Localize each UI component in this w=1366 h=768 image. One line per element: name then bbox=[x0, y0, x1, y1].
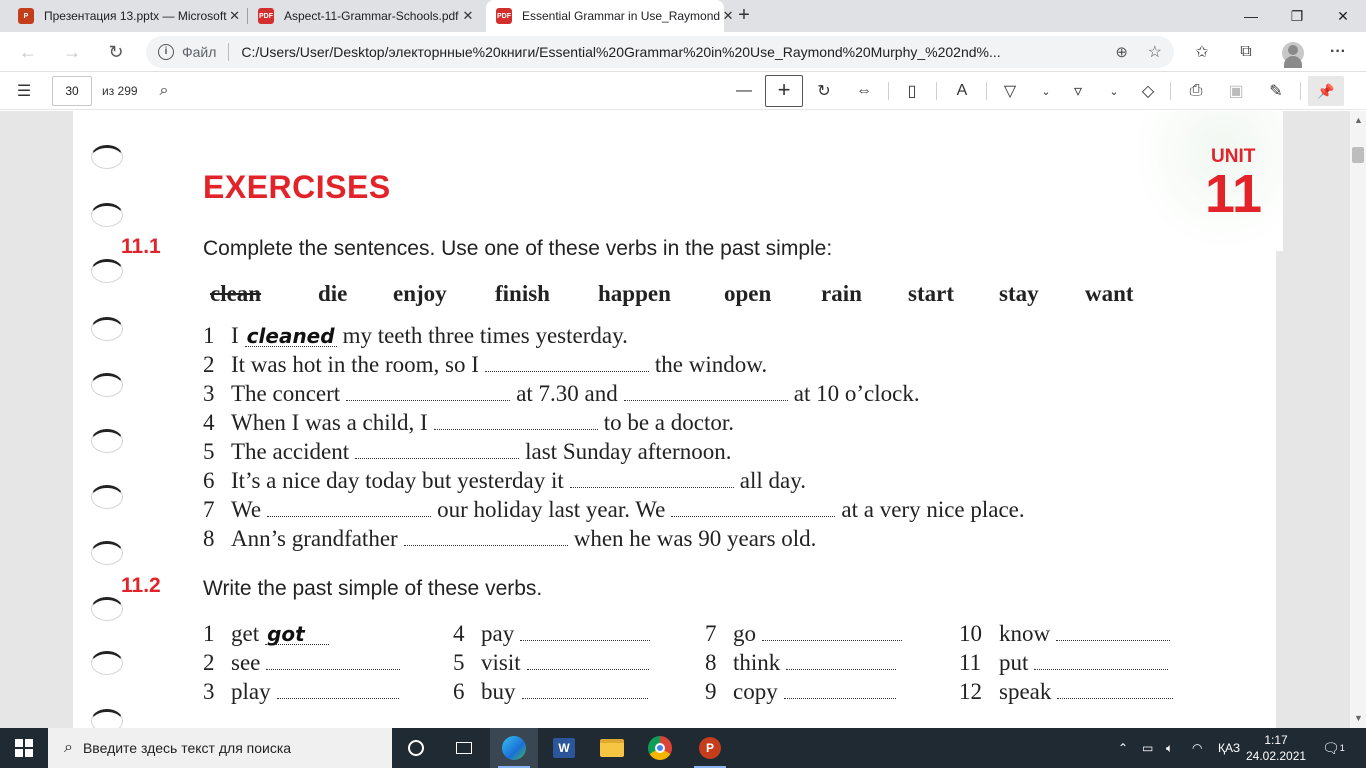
print-icon[interactable]: ⎙ bbox=[1189, 82, 1203, 99]
powerpoint-icon: P bbox=[18, 8, 34, 24]
exercise-number: 11.1 bbox=[121, 235, 161, 258]
toolbar-divider bbox=[986, 82, 987, 100]
sentence bbox=[203, 468, 806, 494]
item-verb: buy bbox=[481, 679, 516, 704]
restore-button[interactable]: ❐ bbox=[1290, 7, 1304, 24]
close-window-button[interactable]: ✕ bbox=[1337, 7, 1349, 24]
draw-icon[interactable]: ▿ bbox=[1073, 83, 1083, 100]
sentence-text: the window. bbox=[654, 352, 768, 377]
back-button[interactable]: ← bbox=[19, 41, 37, 62]
sentence-text: our holiday last year. We bbox=[437, 497, 666, 522]
binder-ring bbox=[91, 373, 123, 397]
read-aloud-icon[interactable]: A bbox=[956, 82, 968, 99]
file-explorer-icon[interactable] bbox=[588, 728, 636, 768]
sentence-number: 7 bbox=[203, 497, 215, 522]
item-number: 3 bbox=[203, 679, 215, 704]
verb-option: happen bbox=[598, 281, 671, 306]
sentence-number: 3 bbox=[203, 381, 215, 406]
sentence-text: We bbox=[231, 497, 262, 522]
scrollbar-thumb[interactable] bbox=[1352, 147, 1364, 163]
verb-item bbox=[705, 679, 902, 705]
item-verb: visit bbox=[481, 650, 521, 675]
sentence-number: 4 bbox=[203, 410, 215, 435]
tab-title: Essential Grammar in Use_Raymond bbox=[522, 9, 721, 23]
divider bbox=[228, 43, 229, 61]
item-number: 4 bbox=[453, 621, 465, 646]
item-number: 8 bbox=[705, 650, 717, 675]
sentence-text: The concert bbox=[231, 381, 341, 406]
binder-ring bbox=[91, 597, 123, 621]
binder-ring bbox=[91, 541, 123, 565]
answer-blank bbox=[522, 685, 648, 699]
verb-item bbox=[705, 650, 902, 676]
binder-ring bbox=[91, 259, 123, 283]
search-placeholder: Введите здесь текст для поиска bbox=[82, 740, 292, 756]
favorites-icon[interactable]: ✩ bbox=[1195, 44, 1209, 61]
more-menu-icon[interactable]: ··· bbox=[1330, 43, 1346, 60]
sentence-number: 2 bbox=[203, 352, 215, 377]
verb-item bbox=[453, 679, 654, 705]
sentence-text: at 7.30 and bbox=[516, 381, 618, 406]
rotate-icon[interactable]: ↻ bbox=[817, 83, 831, 100]
handwritten-answer: got bbox=[265, 624, 329, 645]
item-number: 11 bbox=[959, 650, 982, 675]
forward-button[interactable]: → bbox=[63, 41, 81, 62]
word-icon[interactable]: W bbox=[540, 728, 588, 768]
eraser-icon[interactable]: ◇ bbox=[1141, 83, 1155, 100]
answer-blank bbox=[1056, 627, 1170, 641]
item-number: 2 bbox=[203, 650, 215, 675]
pdf-page bbox=[73, 111, 1276, 728]
verb-item bbox=[959, 679, 1179, 705]
sentence-text: at 10 o’clock. bbox=[793, 381, 920, 406]
zoom-out-icon[interactable]: — bbox=[736, 82, 752, 99]
sentence-number: 6 bbox=[203, 468, 215, 493]
answer-blank bbox=[784, 685, 896, 699]
answer-blank bbox=[786, 656, 896, 670]
sentence bbox=[203, 410, 734, 436]
answer-blank bbox=[404, 532, 568, 546]
answer-blank bbox=[1057, 685, 1173, 699]
answer-blank bbox=[671, 503, 835, 517]
verb-item bbox=[203, 621, 335, 647]
sentence-number: 8 bbox=[203, 526, 215, 551]
show-hidden-icons[interactable]: ⌃ bbox=[1118, 741, 1129, 755]
item-verb: get bbox=[231, 621, 260, 646]
item-verb: know bbox=[999, 621, 1051, 646]
item-verb: speak bbox=[999, 679, 1052, 704]
pin-toolbar-icon[interactable]: 📌 bbox=[1308, 76, 1344, 106]
verb-option: die bbox=[318, 281, 348, 306]
pdf-viewport[interactable] bbox=[0, 111, 1366, 728]
tab-essential-grammar[interactable] bbox=[486, 0, 734, 32]
page-total: из 299 bbox=[102, 84, 138, 98]
exercise-instruction: Complete the sentences. Use one of these verbs in the past simple: bbox=[203, 237, 833, 260]
pdf-icon: PDF bbox=[258, 8, 274, 24]
page-view-icon[interactable]: ▯ bbox=[907, 83, 917, 100]
sentence-text: my teeth three times yesterday. bbox=[342, 323, 628, 348]
taskbar-search[interactable] bbox=[48, 728, 392, 768]
clock-time: 1:17 bbox=[1264, 733, 1288, 747]
exercise-instruction: Write the past simple of these verbs. bbox=[203, 577, 543, 600]
sentence-text: last Sunday afternoon. bbox=[525, 439, 732, 464]
sentence-number: 5 bbox=[203, 439, 215, 464]
item-verb: copy bbox=[733, 679, 778, 704]
sentence bbox=[203, 439, 731, 465]
sentence bbox=[203, 323, 628, 349]
pdf-toolbar bbox=[0, 72, 1366, 110]
toolbar-divider bbox=[1300, 82, 1301, 100]
toolbar-divider bbox=[888, 82, 889, 100]
binder-ring bbox=[91, 145, 123, 169]
sentence-text: The accident bbox=[231, 439, 350, 464]
sentence-text: when he was 90 years old. bbox=[573, 526, 817, 551]
verb-option: finish bbox=[495, 281, 550, 306]
file-label: Файл bbox=[182, 44, 217, 60]
sentence bbox=[203, 381, 920, 407]
scroll-up-icon[interactable]: ▲ bbox=[1354, 115, 1363, 125]
task-view-icon[interactable] bbox=[440, 728, 488, 768]
item-verb: pay bbox=[481, 621, 515, 646]
answer-blank bbox=[267, 503, 431, 517]
item-number: 5 bbox=[453, 650, 465, 675]
answer-blank bbox=[624, 387, 788, 401]
verb-option: want bbox=[1085, 281, 1134, 306]
contents-icon[interactable]: ☰ bbox=[16, 83, 32, 100]
answer-blank bbox=[570, 474, 734, 488]
pdf-icon: PDF bbox=[496, 8, 512, 24]
tab-title: Aspect-11-Grammar-Schools.pdf bbox=[284, 9, 459, 23]
item-number: 1 bbox=[203, 621, 215, 646]
item-verb: play bbox=[231, 679, 271, 704]
answer-blank bbox=[485, 358, 649, 372]
address-bar[interactable] bbox=[146, 36, 1174, 68]
save-icon[interactable]: ▣ bbox=[1228, 83, 1244, 100]
highlight-icon[interactable]: ▽ bbox=[1003, 83, 1017, 100]
binder-ring bbox=[91, 485, 123, 509]
binder-ring bbox=[91, 317, 123, 341]
item-number: 10 bbox=[959, 621, 982, 646]
verb-item bbox=[453, 621, 656, 647]
verb-option: rain bbox=[821, 281, 862, 306]
sentence-text: It’s a nice day today but yesterday it bbox=[231, 468, 564, 493]
item-verb: put bbox=[999, 650, 1029, 675]
unit-number: 11 bbox=[1205, 164, 1263, 224]
sentence-text: I bbox=[231, 323, 239, 348]
page-number-input[interactable]: 30 bbox=[52, 76, 92, 106]
sentence-text: It was hot in the room, so I bbox=[231, 352, 479, 377]
tab-title: Презентация 13.pptx — Microsoft bbox=[44, 9, 227, 23]
exercise-number: 11.2 bbox=[121, 574, 161, 597]
sentence bbox=[203, 497, 1025, 523]
sentence-number: 1 bbox=[203, 323, 215, 348]
wifi-icon[interactable]: ◠ bbox=[1192, 741, 1203, 755]
sentence-text: to be a doctor. bbox=[603, 410, 734, 435]
item-number: 9 bbox=[705, 679, 717, 704]
item-verb: think bbox=[733, 650, 781, 675]
cortana-icon[interactable] bbox=[392, 728, 440, 768]
zoom-in-button[interactable]: + bbox=[765, 75, 803, 107]
verb-item bbox=[959, 621, 1176, 647]
sentence-text: all day. bbox=[739, 468, 806, 493]
battery-icon[interactable]: ▭ bbox=[1142, 741, 1154, 755]
taskbar bbox=[0, 728, 1366, 768]
unit-label: UNIT bbox=[1211, 146, 1256, 167]
verb-item bbox=[453, 650, 655, 676]
add-favorite-icon[interactable]: ☆ bbox=[1147, 44, 1162, 61]
verb-item bbox=[959, 650, 1174, 676]
save-as-icon[interactable]: ✎ bbox=[1269, 83, 1283, 100]
item-number: 6 bbox=[453, 679, 465, 704]
chevron-down-icon[interactable]: ⌄ bbox=[1109, 85, 1119, 98]
close-tab-icon[interactable]: ✕ bbox=[229, 8, 240, 23]
volume-icon[interactable]: 🔈︎ bbox=[1166, 740, 1174, 755]
verb-item bbox=[203, 650, 406, 676]
answer-blank bbox=[277, 685, 399, 699]
fit-page-icon[interactable]: ⇔ bbox=[856, 82, 872, 99]
chevron-down-icon[interactable]: ⌄ bbox=[1041, 85, 1051, 98]
language-indicator[interactable]: ҚАЗ bbox=[1218, 741, 1241, 755]
address-row bbox=[0, 32, 1366, 72]
url-text[interactable]: C:/Users/User/Desktop/электорнные%20книги/Essential%20Grammar%20in%20Use_Raymond%20Murphy_%202nd%... bbox=[241, 44, 1001, 60]
answer-blank bbox=[527, 656, 649, 670]
zoom-icon[interactable]: ⊕ bbox=[1115, 44, 1128, 61]
toolbar-divider bbox=[936, 82, 937, 100]
sentence-text: Ann’s grandfather bbox=[231, 526, 398, 551]
verb-option: start bbox=[908, 281, 954, 306]
close-tab-icon[interactable]: ✕ bbox=[722, 8, 734, 23]
handwritten-answer: cleaned bbox=[246, 324, 335, 348]
answer-blank bbox=[355, 445, 519, 459]
verb-option: open bbox=[724, 281, 772, 306]
tab-powerpoint[interactable] bbox=[8, 0, 246, 32]
new-tab-button[interactable]: + bbox=[738, 4, 750, 26]
powerpoint-icon[interactable]: P bbox=[686, 728, 734, 768]
binder-ring bbox=[91, 651, 123, 675]
sentence bbox=[203, 352, 767, 378]
answer-blank bbox=[346, 387, 510, 401]
info-icon[interactable]: i bbox=[158, 44, 174, 60]
item-verb: see bbox=[231, 650, 261, 675]
collections-icon[interactable]: ⧉ bbox=[1240, 43, 1252, 60]
search-icon: ⌕ bbox=[64, 739, 73, 756]
item-number: 12 bbox=[959, 679, 982, 704]
toolbar-divider bbox=[1170, 82, 1171, 100]
sentence-text: When I was a child, I bbox=[231, 410, 428, 435]
binder-ring bbox=[91, 429, 123, 453]
clock-date: 24.02.2021 bbox=[1246, 749, 1307, 763]
search-icon[interactable]: ⌕ bbox=[159, 82, 169, 99]
verb-option: clean bbox=[210, 281, 262, 306]
verb-item bbox=[705, 621, 908, 647]
tab-aspect-pdf[interactable] bbox=[248, 0, 486, 32]
answer-blank bbox=[762, 627, 902, 641]
notification-count: 1 bbox=[1339, 743, 1345, 753]
verb-option: stay bbox=[999, 281, 1039, 306]
answer-blank bbox=[520, 627, 650, 641]
tab-strip bbox=[0, 0, 1366, 32]
profile-avatar[interactable] bbox=[1282, 42, 1304, 64]
answer-blank bbox=[266, 656, 400, 670]
windows-logo-icon bbox=[15, 739, 33, 757]
page-title: EXERCISES bbox=[203, 169, 391, 205]
sentence bbox=[203, 526, 816, 552]
notifications-icon[interactable]: 🗨︎ 1 bbox=[1322, 739, 1345, 756]
answer-blank bbox=[1034, 656, 1168, 670]
verb-item bbox=[203, 679, 405, 705]
start-button[interactable] bbox=[0, 728, 48, 768]
edge-icon[interactable] bbox=[490, 728, 538, 768]
item-number: 7 bbox=[705, 621, 717, 646]
verb-option: enjoy bbox=[393, 281, 447, 306]
system-clock[interactable] bbox=[1246, 732, 1306, 764]
binder-ring bbox=[91, 203, 123, 227]
chrome-icon[interactable] bbox=[636, 728, 684, 768]
scroll-down-icon[interactable]: ▼ bbox=[1354, 713, 1363, 723]
refresh-button[interactable]: ↻ bbox=[108, 41, 124, 62]
sentence-text: at a very nice place. bbox=[841, 497, 1025, 522]
item-verb: go bbox=[733, 621, 756, 646]
vertical-scrollbar[interactable] bbox=[1350, 111, 1366, 728]
answer-blank bbox=[434, 416, 598, 430]
close-tab-icon[interactable]: ✕ bbox=[462, 8, 474, 23]
minimize-button[interactable]: — bbox=[1244, 8, 1258, 24]
